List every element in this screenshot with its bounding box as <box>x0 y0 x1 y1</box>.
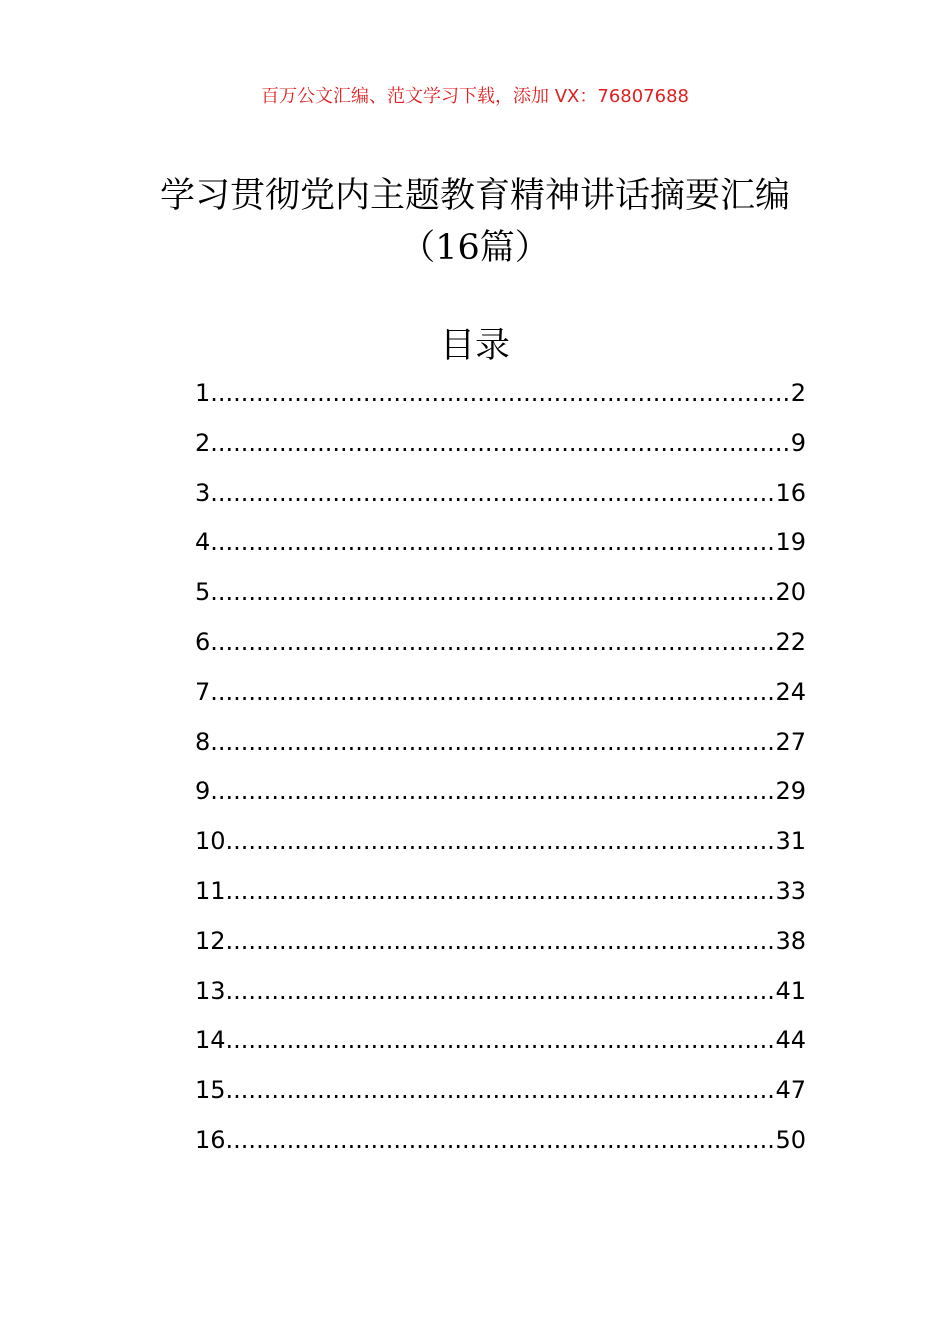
toc-entry[interactable] <box>195 1021 806 1071</box>
toc-entry-page: 29 <box>775 777 806 806</box>
toc-entry-page: 50 <box>775 1125 806 1154</box>
document-title: 学习贯彻党内主题教育精神讲话摘要汇编 <box>159 176 790 216</box>
toc-entry[interactable] <box>195 1121 806 1171</box>
toc-dot-leader <box>210 424 790 462</box>
toc-entry[interactable] <box>195 872 806 922</box>
toc-entry-page: 9 <box>790 428 806 457</box>
toc-entry-page: 2 <box>790 379 806 407</box>
toc-dot-leader <box>226 822 776 860</box>
subtitle-open-paren: （ <box>400 228 436 268</box>
toc-entry-page: 33 <box>775 876 806 905</box>
toc-entry-number: 10 <box>195 827 226 856</box>
toc-entry[interactable] <box>195 822 806 872</box>
toc-entry-number: 11 <box>195 876 226 905</box>
toc-entry-number: 2 <box>195 428 211 457</box>
toc-entry-page: 19 <box>775 528 806 557</box>
toc-entry-number: 7 <box>195 677 211 706</box>
toc-dot-leader <box>226 1121 776 1159</box>
toc-entry-page: 20 <box>775 578 806 607</box>
toc-entry[interactable] <box>195 523 806 573</box>
toc-entry-number: 4 <box>195 528 211 557</box>
toc-dot-leader <box>226 1021 776 1059</box>
toc-entry-page: 44 <box>775 1026 806 1055</box>
header-promo-note: 百万公文汇编、范文学习下载，添加 VX：76807688 <box>261 86 689 107</box>
subtitle-count: 16 <box>435 228 480 268</box>
toc-dot-leader <box>210 374 790 412</box>
toc-entry-number: 6 <box>195 627 211 656</box>
document-subtitle <box>0 224 950 272</box>
subtitle-close-paren: ） <box>514 228 550 268</box>
toc-entry[interactable] <box>195 922 806 972</box>
toc-entry-number: 12 <box>195 926 226 955</box>
toc-entry-number: 14 <box>195 1026 226 1055</box>
toc-entry-number: 5 <box>195 578 211 607</box>
toc-entry[interactable] <box>195 972 806 1022</box>
toc-entry-number: 8 <box>195 727 211 756</box>
toc-dot-leader <box>226 872 776 910</box>
toc-entry-number: 15 <box>195 1076 226 1105</box>
toc-dot-leader <box>210 623 775 661</box>
subtitle-unit: 篇 <box>479 228 515 268</box>
toc-entry-number: 13 <box>195 976 226 1005</box>
toc-entry[interactable] <box>195 673 806 723</box>
table-of-contents <box>195 374 806 1171</box>
toc-entry-page: 22 <box>775 627 806 656</box>
toc-entry-page: 41 <box>775 976 806 1005</box>
toc-entry-page: 24 <box>775 677 806 706</box>
toc-heading: 目录 <box>439 326 510 366</box>
toc-entry-page: 47 <box>775 1076 806 1105</box>
toc-dot-leader <box>210 523 775 561</box>
toc-dot-leader <box>210 673 775 711</box>
toc-entry[interactable] <box>195 424 806 474</box>
toc-dot-leader <box>210 723 775 761</box>
toc-entry[interactable] <box>195 573 806 623</box>
toc-entry[interactable] <box>195 623 806 673</box>
toc-entry-page: 31 <box>775 827 806 856</box>
toc-dot-leader <box>226 1071 776 1109</box>
toc-entry[interactable] <box>195 474 806 524</box>
toc-entry-number: 16 <box>195 1125 226 1154</box>
toc-entry[interactable] <box>195 374 806 424</box>
toc-dot-leader <box>210 573 775 611</box>
toc-entry-number: 3 <box>195 478 211 507</box>
toc-dot-leader <box>226 922 776 960</box>
toc-entry-number: 1 <box>195 379 211 407</box>
toc-dot-leader <box>210 474 775 512</box>
toc-dot-leader <box>210 772 775 810</box>
toc-entry[interactable] <box>195 1071 806 1121</box>
toc-entry-page: 38 <box>775 926 806 955</box>
toc-entry[interactable] <box>195 772 806 822</box>
toc-entry[interactable] <box>195 723 806 773</box>
toc-entry-page: 16 <box>775 478 806 507</box>
toc-dot-leader <box>226 972 776 1010</box>
toc-entry-page: 27 <box>775 727 806 756</box>
toc-entry-number: 9 <box>195 777 211 806</box>
